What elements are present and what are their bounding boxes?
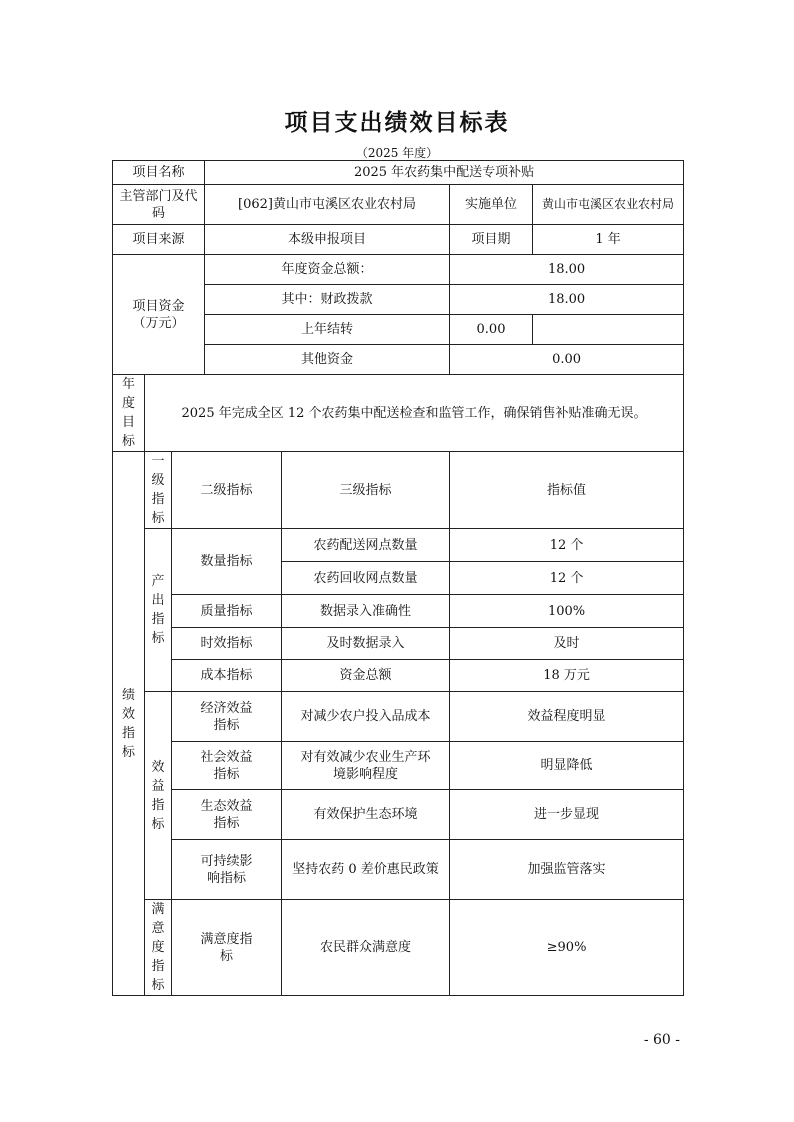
implementing-unit-label: 实施单位 xyxy=(450,185,533,225)
timeliness-value: 及时 xyxy=(450,628,684,660)
quality-name: 数据录入准确性 xyxy=(282,595,450,628)
q1-value: 12 个 xyxy=(450,529,684,562)
cost-value: 18 万元 xyxy=(450,660,684,692)
economic-name: 对减少农户投入品成本 xyxy=(282,692,450,742)
cost-name: 资金总额 xyxy=(282,660,450,692)
implementing-unit-value: 黄山市屯溪区农业农村局 xyxy=(533,185,684,225)
funds-carryover-value: 0.00 xyxy=(450,315,533,345)
q2-value: 12 个 xyxy=(450,562,684,595)
sustain-label: 可持续影响指标 xyxy=(172,840,282,900)
annual-goal-label: 年度目标 xyxy=(113,375,145,452)
output-label: 产出指标 xyxy=(145,529,172,692)
eco-name: 有效保护生态环境 xyxy=(282,790,450,840)
performance-goal-table xyxy=(112,160,684,996)
satisfaction-sub-label: 满意度指标 xyxy=(172,900,282,996)
social-name: 对有效减少农业生产环境影响程度 xyxy=(282,742,450,790)
social-label: 社会效益指标 xyxy=(172,742,282,790)
benefit-label: 效益指标 xyxy=(145,692,172,900)
cost-label: 成本指标 xyxy=(172,660,282,692)
economic-label: 经济效益指标 xyxy=(172,692,282,742)
project-period-label: 项目期 xyxy=(450,225,533,255)
funds-other-label: 其他资金 xyxy=(205,345,450,375)
q1-name: 农药配送网点数量 xyxy=(282,529,450,562)
project-name-value: 2025 年农药集中配送专项补贴 xyxy=(205,161,684,185)
project-source-label: 项目来源 xyxy=(113,225,205,255)
funds-other-value: 0.00 xyxy=(450,345,684,375)
funds-carryover-label: 上年结转 xyxy=(205,315,450,345)
satisfaction-name: 农民群众满意度 xyxy=(282,900,450,996)
department-label: 主管部门及代码 xyxy=(113,185,205,225)
eco-label: 生态效益指标 xyxy=(172,790,282,840)
page-number: - 60 - xyxy=(643,1032,680,1048)
funds-fiscal-label: 其中：财政拨款 xyxy=(205,285,450,315)
timeliness-name: 及时数据录入 xyxy=(282,628,450,660)
eco-value: 进一步显现 xyxy=(450,790,684,840)
header-level3: 三级指标 xyxy=(282,452,450,529)
satisfaction-value: ≥90% xyxy=(450,900,684,996)
header-level2: 二级指标 xyxy=(172,452,282,529)
project-period-value: 1 年 xyxy=(533,225,684,255)
sustain-name: 坚持农药 0 差价惠民政策 xyxy=(282,840,450,900)
satisfaction-label: 满意度指标 xyxy=(145,900,172,996)
quality-value: 100% xyxy=(450,595,684,628)
funds-fiscal-value: 18.00 xyxy=(450,285,684,315)
header-value: 指标值 xyxy=(450,452,684,529)
funds-total-label: 年度资金总额： xyxy=(205,255,450,285)
indicators-label: 绩效指标 xyxy=(113,452,145,996)
project-source-value: 本级申报项目 xyxy=(205,225,450,255)
annual-goal-text: 2025 年完成全区 12 个农药集中配送检查和监管工作，确保销售补贴准确无误。 xyxy=(145,375,684,452)
project-name-label: 项目名称 xyxy=(113,161,205,185)
social-value: 明显降低 xyxy=(450,742,684,790)
page-title: 项目支出绩效目标表 xyxy=(284,110,510,136)
sustain-value: 加强监管落实 xyxy=(450,840,684,900)
header-level1: 一级指标 xyxy=(145,452,172,529)
funds-carryover-blank xyxy=(533,315,684,345)
quality-label: 质量指标 xyxy=(172,595,282,628)
funds-total-value: 18.00 xyxy=(450,255,684,285)
quantity-label: 数量指标 xyxy=(172,529,282,595)
funds-label: 项目资金（万元） xyxy=(113,255,205,375)
department-value: [062]黄山市屯溪区农业农村局 xyxy=(205,185,450,225)
q2-name: 农药回收网点数量 xyxy=(282,562,450,595)
year-subtitle: （2025 年度） xyxy=(355,146,439,160)
timeliness-label: 时效指标 xyxy=(172,628,282,660)
economic-value: 效益程度明显 xyxy=(450,692,684,742)
